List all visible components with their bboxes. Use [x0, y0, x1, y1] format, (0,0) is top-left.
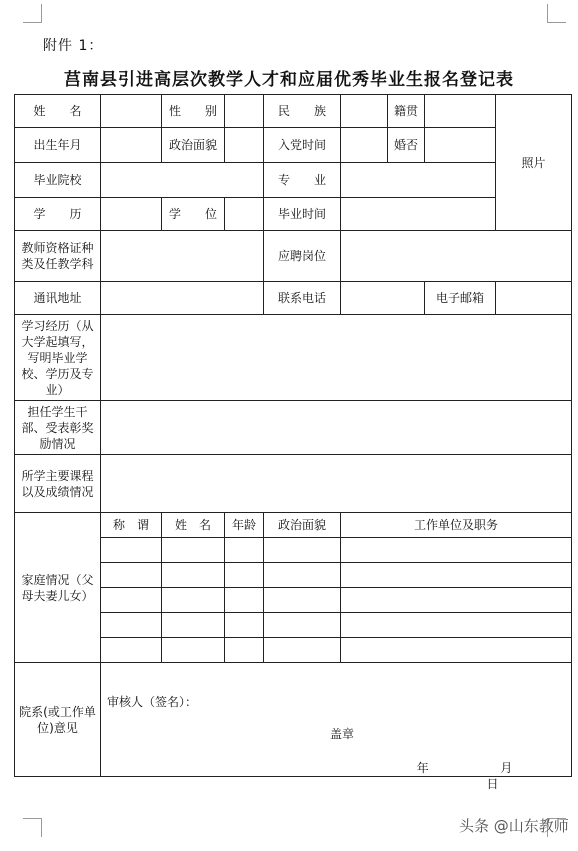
- family-age-cell[interactable]: [225, 613, 264, 638]
- teacher-cert-field[interactable]: [101, 231, 264, 282]
- photo-box[interactable]: 照片: [496, 95, 572, 231]
- native-place-label: 籍贯: [388, 95, 425, 128]
- form-row-opinion: [15, 663, 572, 777]
- family-political-cell[interactable]: [264, 638, 341, 663]
- ethnicity-field[interactable]: [341, 95, 388, 128]
- opinion-label: 院系(或工作单位)意见: [15, 663, 101, 777]
- birth-date-field[interactable]: [101, 128, 162, 163]
- attachment-label: 附件 1：: [43, 38, 104, 54]
- education-label: 学 历: [15, 198, 101, 231]
- birth-date-label: 出生年月: [15, 128, 101, 163]
- email-label: 电子邮箱: [425, 282, 496, 315]
- family-work-cell[interactable]: [341, 538, 572, 563]
- form-row-cadre: [15, 401, 572, 455]
- graduation-date-label: 毕业时间: [264, 198, 341, 231]
- form-row-study: [15, 315, 572, 401]
- address-field[interactable]: [101, 282, 264, 315]
- main-courses-field[interactable]: [101, 455, 572, 513]
- applied-position-field[interactable]: [341, 231, 572, 282]
- family-relation-cell[interactable]: [101, 538, 162, 563]
- gender-field[interactable]: [225, 95, 264, 128]
- family-political-cell[interactable]: [264, 538, 341, 563]
- date-year: 年: [416, 761, 429, 775]
- major-label: 专 业: [264, 163, 341, 198]
- date-day: 日: [486, 777, 499, 791]
- gender-label: 性 别: [162, 95, 225, 128]
- study-history-label: 学习经历（从大学起填写，写明毕业学校、学历及专业）: [15, 315, 101, 401]
- family-name-header: 姓 名: [162, 513, 225, 538]
- student-cadre-field[interactable]: [101, 401, 572, 455]
- watermark: 头条 @山东教师: [459, 817, 569, 835]
- form-row-basic-3: [15, 163, 572, 198]
- political-status-field[interactable]: [225, 128, 264, 163]
- major-field[interactable]: [341, 163, 496, 198]
- party-join-date-label: 入党时间: [264, 128, 341, 163]
- seal-label: 盖章: [330, 727, 355, 741]
- graduate-school-field[interactable]: [101, 163, 264, 198]
- date-line: [414, 760, 571, 792]
- family-name-cell[interactable]: [162, 613, 225, 638]
- family-name-cell[interactable]: [162, 563, 225, 588]
- family-name-cell[interactable]: [162, 538, 225, 563]
- education-field[interactable]: [101, 198, 162, 231]
- form-row-courses: [15, 455, 572, 513]
- crop-mark-bottom-left: [23, 818, 42, 837]
- phone-field[interactable]: [341, 282, 425, 315]
- ethnicity-label: 民 族: [264, 95, 341, 128]
- family-work-cell[interactable]: [341, 563, 572, 588]
- student-cadre-label: 担任学生干部、受表彰奖励情况: [15, 401, 101, 455]
- family-relation-cell[interactable]: [101, 563, 162, 588]
- crop-mark-top-left: [23, 4, 42, 23]
- family-age-cell[interactable]: [225, 538, 264, 563]
- name-label: 姓 名: [15, 95, 101, 128]
- family-political-cell[interactable]: [264, 563, 341, 588]
- address-label: 通讯地址: [15, 282, 101, 315]
- main-courses-label: 所学主要课程以及成绩情况: [15, 455, 101, 513]
- family-relation-cell[interactable]: [101, 588, 162, 613]
- teacher-cert-label: 教师资格证种类及任教学科: [15, 231, 101, 282]
- family-header-row: [15, 513, 572, 538]
- graduate-school-label: 毕业院校: [15, 163, 101, 198]
- marital-status-field[interactable]: [425, 128, 496, 163]
- family-age-cell[interactable]: [225, 588, 264, 613]
- family-work-cell[interactable]: [341, 613, 572, 638]
- family-work-header: 工作单位及职务: [341, 513, 572, 538]
- form-row-basic-4: [15, 198, 572, 231]
- crop-mark-top-right: [547, 4, 566, 23]
- family-political-cell[interactable]: [264, 588, 341, 613]
- form-row-basic-1: [15, 95, 572, 128]
- family-age-cell[interactable]: [225, 563, 264, 588]
- date-month: 月: [500, 761, 513, 775]
- family-work-cell[interactable]: [341, 588, 572, 613]
- family-political-header: 政治面貌: [264, 513, 341, 538]
- form-title: 莒南县引进高层次教学人才和应届优秀毕业生报名登记表: [64, 70, 514, 90]
- degree-field[interactable]: [225, 198, 264, 231]
- native-place-field[interactable]: [425, 95, 496, 128]
- family-age-cell[interactable]: [225, 638, 264, 663]
- form-row-contact: [15, 282, 572, 315]
- marital-status-label: 婚否: [388, 128, 425, 163]
- family-political-cell[interactable]: [264, 613, 341, 638]
- family-name-cell[interactable]: [162, 638, 225, 663]
- phone-label: 联系电话: [264, 282, 341, 315]
- applied-position-label: 应聘岗位: [264, 231, 341, 282]
- family-relation-cell[interactable]: [101, 613, 162, 638]
- political-status-label: 政治面貌: [162, 128, 225, 163]
- name-field[interactable]: [101, 95, 162, 128]
- family-relation-cell[interactable]: [101, 638, 162, 663]
- party-join-date-field[interactable]: [341, 128, 388, 163]
- reviewer-signature-label: 审核人（签名）：: [107, 695, 198, 709]
- email-field[interactable]: [496, 282, 572, 315]
- registration-form-table: [14, 94, 572, 791]
- family-age-header: 年龄: [225, 513, 264, 538]
- form-row-teacher: [15, 231, 572, 282]
- opinion-field[interactable]: [101, 663, 572, 791]
- form-row-basic-2: [15, 128, 572, 163]
- family-relation-header: 称 谓: [101, 513, 162, 538]
- family-label: 家庭情况（父母夫妻儿女）: [15, 513, 101, 663]
- family-name-cell[interactable]: [162, 588, 225, 613]
- degree-label: 学 位: [162, 198, 225, 231]
- study-history-field[interactable]: [101, 315, 572, 401]
- graduation-date-field[interactable]: [341, 198, 496, 231]
- family-work-cell[interactable]: [341, 638, 572, 663]
